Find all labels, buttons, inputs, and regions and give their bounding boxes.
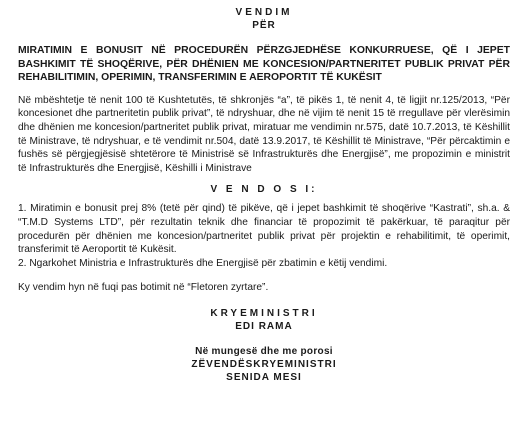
decision-item-1: 1. Miratimin e bonusit prej 8% (tetë për qind) të pikëve, që i jepet bashkimit të shoqërive “Kastrati”, sh.a. & “T.M.D Systems LTD”, për rezultatin teknik dhe financiar të propozimit të pakërkuar, të paraqitur për procedurën për dhënien me koncesion/partneritet publik privat për projektin e rehabilitimit, të operimit, transferimit të Aeroportit të Kukësit.	[18, 203, 510, 256]
decision-subject: MIRATIMIN E BONUSIT NË PROCEDURËN PËRZGJEDHËSE KONKURRUESE, QË I JEPET BASHKIMIT TË SHOQËRIVE, PËR DHËNIEN ME KONCESION/PARTNERITET PUBLIK PRIVAT PËR REHABILITIMIN, OPERIMIN, TRANSFERIMIN E AEROPORTIT TË KUKËSIT	[18, 45, 510, 84]
decision-items	[18, 202, 510, 270]
decision-item-2: 2. Ngarkohet Ministria e Infrastrukturës dhe Energjisë për zbatimin e këtij vendimi.	[18, 257, 388, 269]
signatory-name: EDI RAMA	[235, 320, 293, 332]
legal-preamble: Në mbështetje të nenit 100 të Kushtetutës, të shkronjës “a”, të pikës 1, të nenit 4, të ligjit nr.125/2013, “Për koncesionet dhe partneritetin publik privat”, të ndryshuar, dhe në vijim të nenit 15 të rregullave për vlerësimin dhe dhënien me koncesion/partneritet publik privat, miratuar me vendimin nr.575, datë 10.7.2013, të Këshillit të Ministrave, të ndryshuar, e të vendimit nr.504, datë 13.9.2017, të Këshillit të Ministrave, “Për përcaktimin e fushës së përgjegjësisë shtetërore të Ministrisë së Infrastrukturës dhe Energjisë”, me propozimin e ministrit të Infrastrukturës dhe Energjisë, Këshilli i Ministrave	[18, 94, 510, 174]
signature-block	[18, 307, 510, 384]
entry-into-force: Ky vendim hyn në fuqi pas botimit në “Fletoren zyrtare”.	[18, 282, 269, 294]
document-subtitle: PËR	[252, 20, 276, 31]
document-title: VENDIM	[235, 7, 293, 18]
decides-heading: V E N D O S I:	[210, 184, 318, 196]
deputy-title: ZËVENDËSKRYEMINISTRI	[191, 358, 337, 370]
signatory-title: KRYEMINISTRI	[210, 307, 318, 319]
absence-note: Në mungesë dhe me porosi	[195, 345, 333, 357]
deputy-name: SENIDA MESI	[226, 371, 302, 383]
